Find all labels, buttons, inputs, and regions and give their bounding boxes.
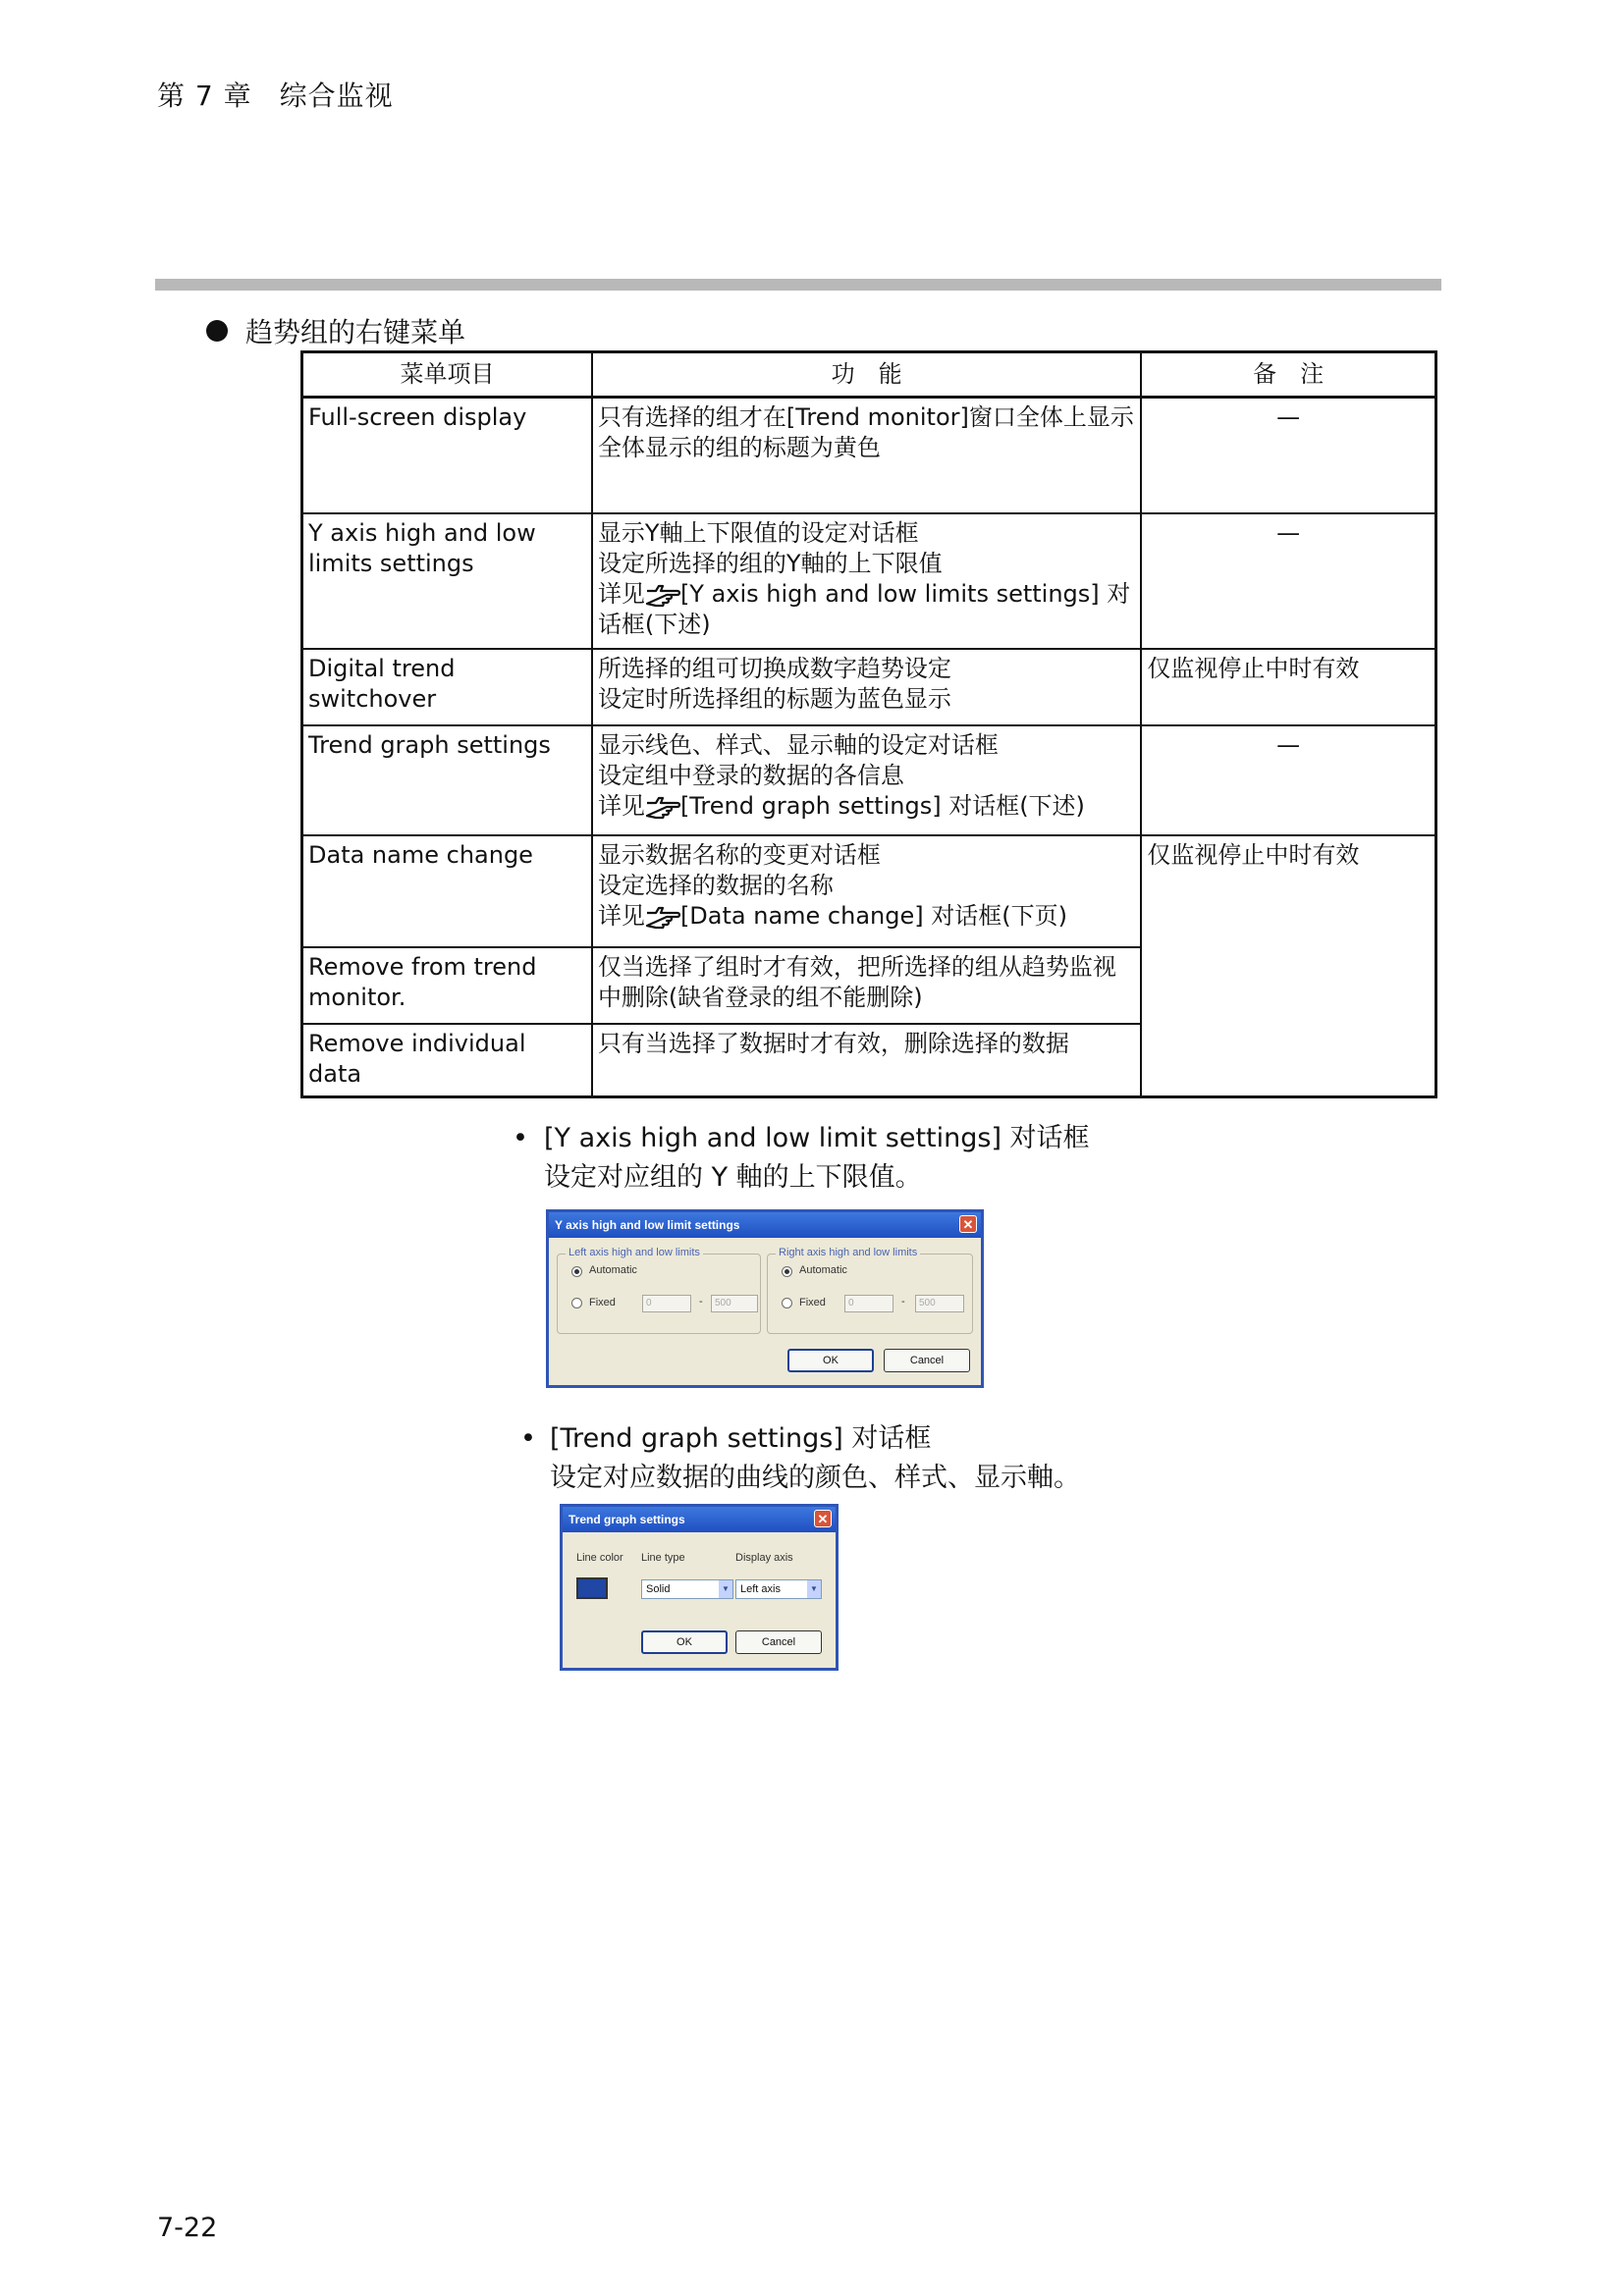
line-type-select[interactable]	[641, 1579, 733, 1599]
reference-prefix: 详见	[597, 579, 645, 608]
range-dash: -	[901, 1296, 905, 1308]
right-axis-group	[767, 1247, 973, 1334]
range-dash: -	[699, 1296, 703, 1308]
function-cell	[592, 398, 1141, 513]
line-type-value: Solid	[646, 1583, 671, 1595]
left-fixed-radio[interactable]	[571, 1298, 582, 1308]
header-menu-item: 菜单项目	[302, 352, 592, 398]
bullet-y-axis-dialog	[513, 1119, 1090, 1198]
note-cell: —	[1141, 513, 1435, 649]
section-divider	[155, 279, 1441, 291]
dialog-title: Trend graph settings	[568, 1513, 685, 1526]
section-title: 趋势组的右键菜单	[245, 316, 466, 348]
function-cell	[592, 513, 1141, 649]
reference-line	[598, 901, 1135, 932]
close-icon[interactable]: ✕	[814, 1510, 832, 1527]
right-fixed-radio[interactable]	[782, 1298, 792, 1308]
menu-item-cell: Trend graph settings	[302, 725, 592, 835]
chevron-down-icon[interactable]: ▼	[807, 1580, 821, 1598]
dialog-titlebar	[549, 1212, 981, 1238]
bullet-title: [Trend graph settings] 对话框	[550, 1423, 932, 1454]
display-axis-value: Left axis	[740, 1583, 781, 1595]
table-row	[302, 513, 1436, 649]
function-cell	[592, 835, 1141, 947]
function-line: 设定选择的数据的名称	[597, 871, 834, 899]
cancel-button[interactable]: Cancel	[735, 1630, 822, 1654]
reference-text: [Trend graph settings] 对话框(下述)	[679, 791, 1085, 820]
note-cell: 仅监视停止中时有效	[1141, 835, 1435, 1097]
function-line: 设定组中登录的数据的各信息	[597, 761, 904, 789]
bullet-trend-graph-dialog	[520, 1419, 1080, 1498]
header-note: 备 注	[1141, 352, 1435, 398]
reference-line	[598, 791, 1135, 822]
dialog-title: Y axis high and low limit settings	[555, 1218, 740, 1232]
ok-button[interactable]: OK	[641, 1630, 728, 1654]
function-line: 所选择的组可切换成数字趋势设定	[597, 654, 951, 682]
table-row	[302, 649, 1436, 725]
table-row	[302, 835, 1436, 947]
function-cell: 仅当选择了组时才有效，把所选择的组从趋势监视中删除(缺省登录的组不能删除)	[592, 947, 1141, 1024]
function-line: 只有选择的组才在[Trend monitor]窗口全体上显示	[597, 403, 1134, 431]
trend-graph-settings-dialog	[560, 1504, 839, 1671]
reference-line	[598, 579, 1135, 640]
function-line: 设定时所选择组的标题为蓝色显示	[597, 684, 951, 713]
reference-text: [Y axis high and low limits settings] 对话框(下述)	[597, 579, 1131, 638]
table-row	[302, 725, 1436, 835]
function-line: 显示线色、样式、显示軸的设定对话框	[597, 730, 999, 759]
close-icon[interactable]: ✕	[959, 1215, 977, 1233]
line-color-swatch[interactable]	[576, 1577, 608, 1599]
left-automatic-label: Automatic	[589, 1264, 637, 1276]
pointing-hand-icon	[645, 904, 680, 930]
function-cell	[592, 725, 1141, 835]
reference-prefix: 详见	[597, 901, 645, 930]
function-line: 全体显示的组的标题为黄色	[597, 434, 881, 461]
note-cell: 仅监视停止中时有效	[1141, 649, 1435, 725]
function-line: 显示Y軸上下限值的设定对话框	[597, 518, 919, 547]
bullet-mark: •	[520, 1423, 536, 1454]
left-high-input[interactable]: 500	[711, 1295, 758, 1312]
left-axis-group	[557, 1247, 761, 1334]
chapter-number: 第 7 章	[157, 80, 252, 112]
chapter-header	[157, 75, 421, 114]
table-row	[302, 398, 1436, 513]
table-header-row	[302, 352, 1436, 398]
function-cell: 只有当选择了数据时才有效，删除选择的数据	[592, 1024, 1141, 1097]
cancel-button[interactable]: Cancel	[884, 1349, 970, 1372]
dialog-titlebar	[563, 1507, 836, 1532]
display-axis-select[interactable]	[735, 1579, 822, 1599]
note-cell: —	[1141, 725, 1435, 835]
bullet-mark: •	[513, 1123, 528, 1153]
line-type-label: Line type	[641, 1552, 685, 1564]
chevron-down-icon[interactable]: ▼	[719, 1580, 732, 1598]
menu-item-cell: Remove from trend monitor.	[302, 947, 592, 1024]
right-axis-group-label: Right axis high and low limits	[776, 1247, 920, 1258]
function-line: 显示数据名称的变更对话框	[597, 840, 881, 869]
reference-prefix: 详见	[597, 791, 645, 820]
bullet-title: [Y axis high and low limit settings] 对话框	[544, 1123, 1090, 1153]
note-cell: —	[1141, 398, 1435, 513]
left-fixed-label: Fixed	[589, 1297, 616, 1308]
left-low-input[interactable]: 0	[642, 1295, 691, 1312]
page-number: 7-22	[157, 2213, 218, 2243]
function-line: 设定所选择的组的Y軸的上下限值	[597, 549, 943, 577]
menu-item-cell: Digital trend switchover	[302, 649, 592, 725]
right-fixed-label: Fixed	[799, 1297, 826, 1308]
left-automatic-radio[interactable]	[571, 1266, 582, 1277]
chapter-title: 综合监视	[279, 80, 394, 112]
right-high-input[interactable]: 500	[915, 1295, 964, 1312]
section-heading	[206, 311, 465, 350]
right-low-input[interactable]: 0	[844, 1295, 893, 1312]
header-function: 功 能	[592, 352, 1141, 398]
ok-button[interactable]: OK	[787, 1349, 874, 1372]
right-automatic-radio[interactable]	[782, 1266, 792, 1277]
reference-text: [Data name change] 对话框(下页)	[679, 901, 1067, 930]
line-color-label: Line color	[576, 1552, 623, 1564]
left-axis-group-label: Left axis high and low limits	[566, 1247, 703, 1258]
menu-item-cell: Y axis high and low limits settings	[302, 513, 592, 649]
function-cell	[592, 649, 1141, 725]
menu-item-cell: Remove individual data	[302, 1024, 592, 1097]
bullet-dot-icon	[206, 320, 228, 342]
y-axis-limits-dialog	[546, 1209, 984, 1388]
menu-item-cell: Data name change	[302, 835, 592, 947]
bullet-description: 设定对应组的 Y 軸的上下限值。	[544, 1162, 922, 1193]
right-automatic-label: Automatic	[799, 1264, 847, 1276]
pointing-hand-icon	[645, 582, 680, 608]
pointing-hand-icon	[645, 794, 680, 820]
context-menu-table	[300, 350, 1437, 1098]
display-axis-label: Display axis	[735, 1552, 793, 1564]
bullet-description: 设定对应数据的曲线的颜色、样式、显示軸。	[550, 1463, 1080, 1493]
menu-item-cell: Full-screen display	[302, 398, 592, 513]
